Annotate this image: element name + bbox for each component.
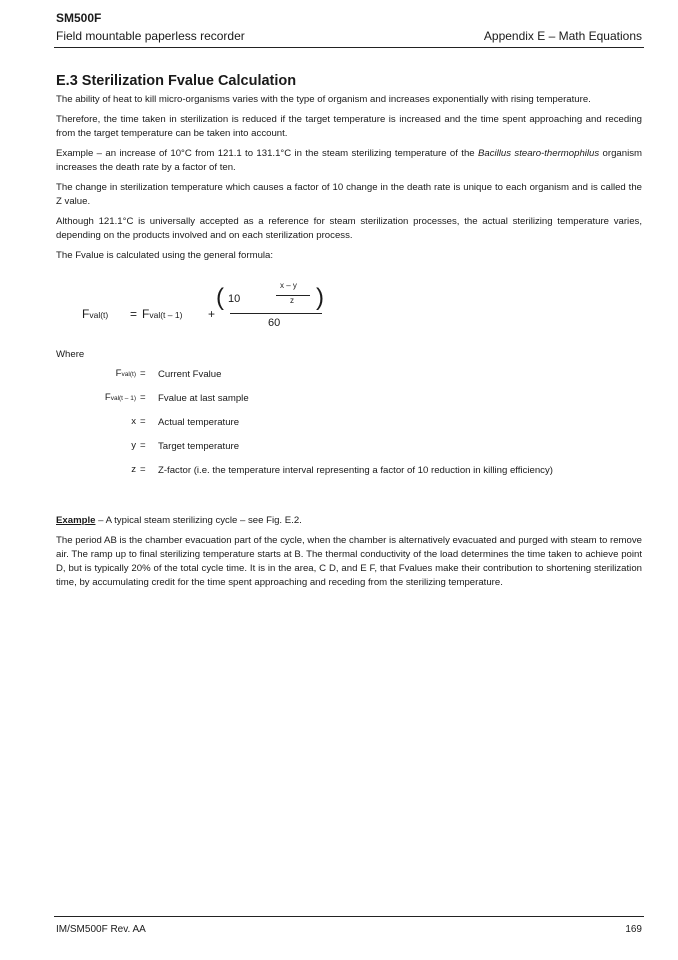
page-number: 169	[625, 924, 642, 935]
paragraph-3-start: Example – an increase of 10°C from 121.1 to 131.1°C in the steam sterilizing temperature of the	[56, 148, 478, 159]
header-section: Appendix E – Math Equations	[483, 29, 642, 43]
formula-denominator: 60	[268, 317, 281, 329]
formula-previous: Fval(t – 1)	[142, 307, 183, 321]
paragraph-3-end: organism increases the death rate by a factor of ten.	[56, 148, 642, 173]
paragraph-6: The Fvalue is calculated using the general formula:	[56, 250, 274, 261]
paragraph-2: Therefore, the time taken in sterilization is reduced if the target temperature is increased and the time spent approaching and receding from the target temperature can be taken into account.	[56, 114, 642, 139]
formula-exp-denominator: z	[290, 296, 294, 305]
formula-exp-numerator: x – y	[280, 281, 297, 290]
header-divider	[54, 47, 644, 48]
footer-doc-id: IM/SM500F Rev. AA	[56, 924, 146, 935]
header-model: SM500F	[56, 11, 102, 25]
paragraph-5: Although 121.1°C is universally accepted as a reference for steam sterilization processes, the actual sterilizing temperature varies, depending on the products involved and on each sterilization process.	[56, 216, 642, 241]
example-intro: Example – A typical steam sterilizing cycle – see Fig. E.2.	[56, 515, 302, 526]
formula-fraction-line	[230, 313, 322, 314]
example-label: Example	[56, 515, 96, 526]
where-heading: Where	[56, 349, 85, 360]
paragraph-4: The change in sterilization temperature which causes a factor of 10 change in the death rate is unique to each organism and is called the Z value.	[56, 182, 642, 207]
formula-paren-right: )	[316, 284, 324, 311]
formula-paren-left: (	[216, 284, 224, 311]
footer-divider	[54, 916, 644, 917]
formula-equals: =	[130, 307, 138, 321]
fvalue-formula	[56, 277, 642, 339]
main-content	[56, 73, 642, 596]
formula-plus: +	[208, 307, 216, 321]
variable-definitions: Fval(t) = Current Fvalue Fval(t – 1) = Fvalue at last sample x = Actual temperature y = Target temperature z = Z-factor (i.e. the temperature interval representing a factor of 10 reduction in killing efficiency)	[104, 368, 553, 476]
paragraph-1: The ability of heat to kill micro-organisms varies with the type of organism and increases exponentially with rising temperature.	[56, 94, 591, 105]
paragraph-3	[56, 147, 642, 175]
example-body: The period AB is the chamber evacuation part of the cycle, when the chamber is alternatively evacuated and purged with steam to remove air. The ramp up to final sterilizing temperature starts at B. The thermal conductivity of the load determines the time taken to achieve point D, but is typically 20% of the total cycle time. It is in the area, C D, and E F, that Fvalues make their contribution to shortening sterilization time, by accumulating credit for the time spent approaching and receding from the sterilizing temperature.	[56, 535, 642, 588]
formula-lhs: Fval(t)	[82, 307, 109, 321]
section-title: E.3 Sterilization Fvalue Calculation	[56, 73, 297, 89]
formula-base: 10	[228, 293, 241, 305]
header-subtitle: Field mountable paperless recorder	[56, 29, 245, 43]
organism-name: Bacillus stearo-thermophilus	[477, 148, 600, 159]
